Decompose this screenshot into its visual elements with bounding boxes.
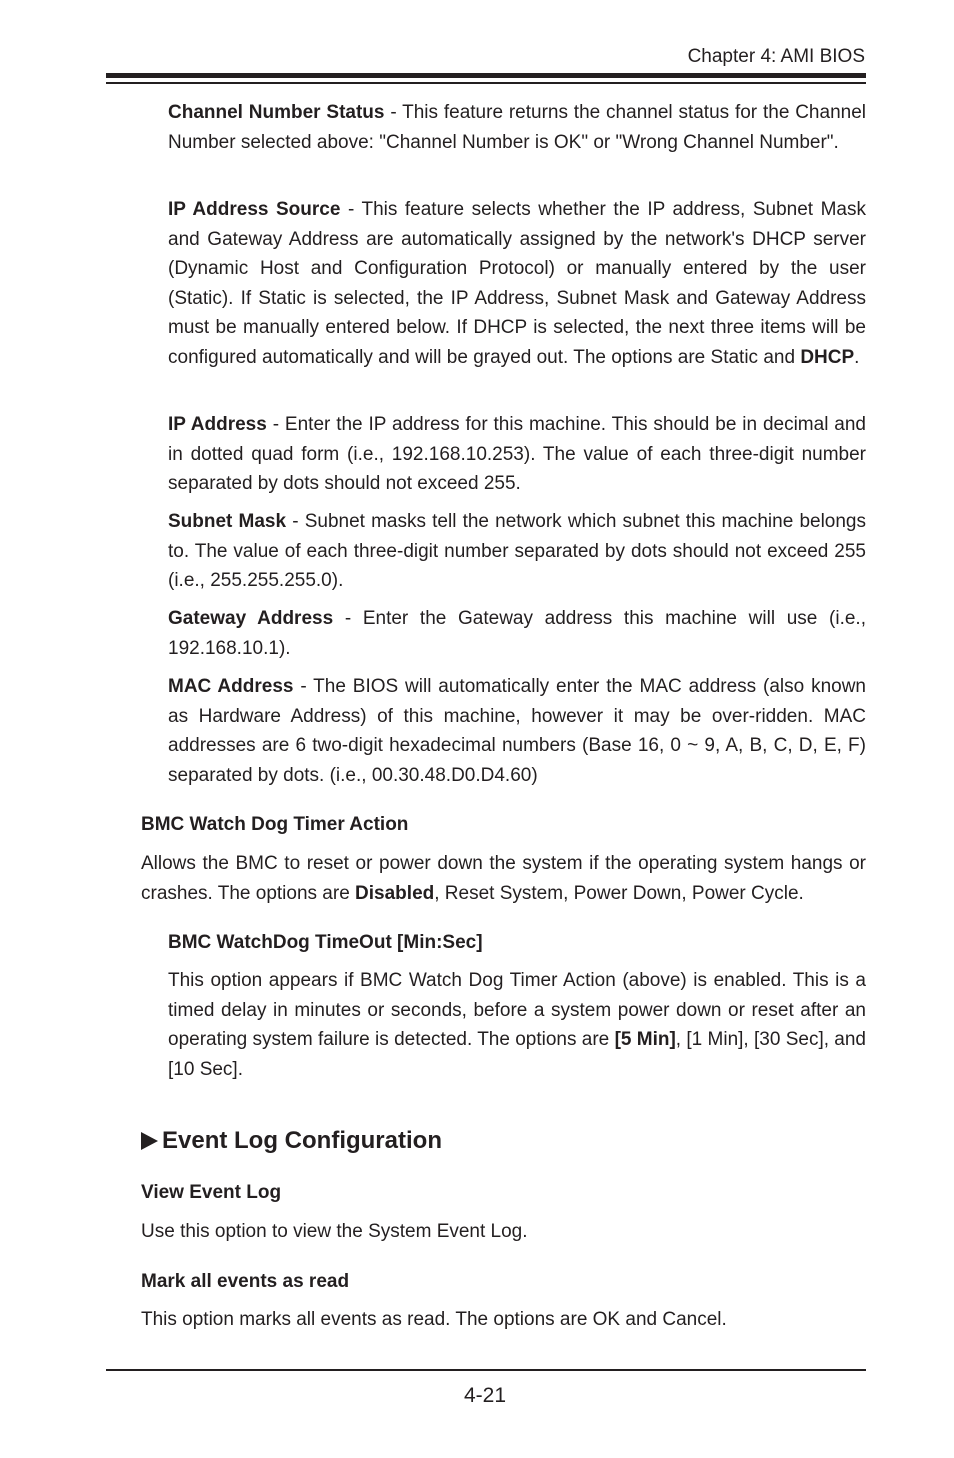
- entry-text: - The BIOS will automatically enter the MAC address (also known as Hardware Address) of this machine, however it may be over-ridden. MAC addresses are 6 two-digit hexadecimal numbers (Base 16, 0 ~ 9, A, B, C, D, E, F) separated by dots. (i.e., 00.30.48.D0.D4.60): [168, 676, 867, 786]
- heading-view-event-log: View Event Log: [141, 1182, 282, 1203]
- entry-text: - This feature returns the channel status for the Channel Number selected above: "Channel Number is OK" or "Wrong Channel Number".: [168, 102, 866, 153]
- entry-term: MAC Address: [168, 676, 294, 697]
- entry-bold-option: DHCP: [800, 346, 855, 368]
- entry-ip-address-source: [168, 195, 866, 372]
- paragraph-text: This option appears if BMC Watch Dog Timer Action (above) is enabled. This is a timed delay in minutes or seconds, before a system power down or reset after an operating system failure is detected. The options are: [168, 970, 866, 1050]
- page-number: 4-21: [463, 1384, 507, 1407]
- paragraph-text: Allows the BMC to reset or power down the system if the operating system hangs or crashes. The options are: [141, 853, 866, 904]
- entry-ip-address: [168, 410, 866, 499]
- entry-text: - Enter the IP address for this machine. This should be in decimal and in dotted quad form (i.e., 192.168.10.253). The value of each three-digit number separated by dots should not exceed 255.: [168, 414, 866, 494]
- section-title-event-log: [141, 1125, 442, 1157]
- entry-term: Channel Number Status: [168, 102, 385, 123]
- entry-tail: .: [854, 346, 860, 368]
- entry-term: IP Address Source: [168, 199, 341, 220]
- header-rule-thick: [106, 73, 866, 78]
- footer-rule: [106, 1369, 866, 1371]
- entry-gateway-address: [168, 604, 866, 663]
- paragraph-text-after: , [1 Min], [30 Sec], and [10 Sec].: [168, 1029, 866, 1080]
- paragraph-bold-option: Disabled: [355, 882, 435, 904]
- heading-mark-all-events: Mark all events as read: [141, 1271, 350, 1292]
- paragraph-view-event-log: Use this option to view the System Event Log.: [141, 1221, 528, 1242]
- entry-term: IP Address: [168, 414, 267, 435]
- header-rule-thin: [106, 82, 866, 84]
- paragraph-watch-dog: [141, 849, 866, 908]
- paragraph-text-after: , Reset System, Power Down, Power Cycle.: [434, 882, 804, 904]
- heading-bmc-watch-dog-timer-action: BMC Watch Dog Timer Action: [141, 814, 409, 835]
- entry-text: - This feature selects whether the IP address, Subnet Mask and Gateway Address are automatically assigned by the network's DHCP server (Dynamic Host and Configuration Protocol) or manually entered by the user (Static). If Static is selected, the IP Address, Subnet Mask and Gateway Address must be manually entered below. If DHCP is selected, the next three items will be configured automatically and will be grayed out. The options are Static and: [168, 199, 867, 368]
- chapter-header: Chapter 4: AMI BIOS: [687, 46, 865, 67]
- paragraph-timeout: [168, 966, 866, 1084]
- heading-bmc-watchdog-timeout: BMC WatchDog TimeOut [Min:Sec]: [168, 932, 483, 953]
- paragraph-bold-option: [5 Min]: [614, 1029, 676, 1050]
- entry-term: Subnet Mask: [168, 511, 287, 532]
- entry-term: Gateway Address: [168, 608, 334, 629]
- entry-subnet-mask: [168, 507, 866, 596]
- entry-mac-address: [168, 672, 866, 790]
- entry-text: - Enter the Gateway address this machine will use (i.e., 192.168.10.1).: [168, 608, 866, 659]
- entry-channel-number-status: [168, 98, 866, 157]
- entry-text: - Subnet masks tell the network which subnet this machine belongs to. The value of each three-digit number separated by dots should not exceed 255 (i.e., 255.255.255.0).: [168, 511, 866, 591]
- section-title-text: Event Log Configuration: [162, 1127, 442, 1154]
- triangle-right-icon: [141, 1132, 158, 1150]
- paragraph-mark-all-events: This option marks all events as read. The options are OK and Cancel.: [141, 1309, 727, 1330]
